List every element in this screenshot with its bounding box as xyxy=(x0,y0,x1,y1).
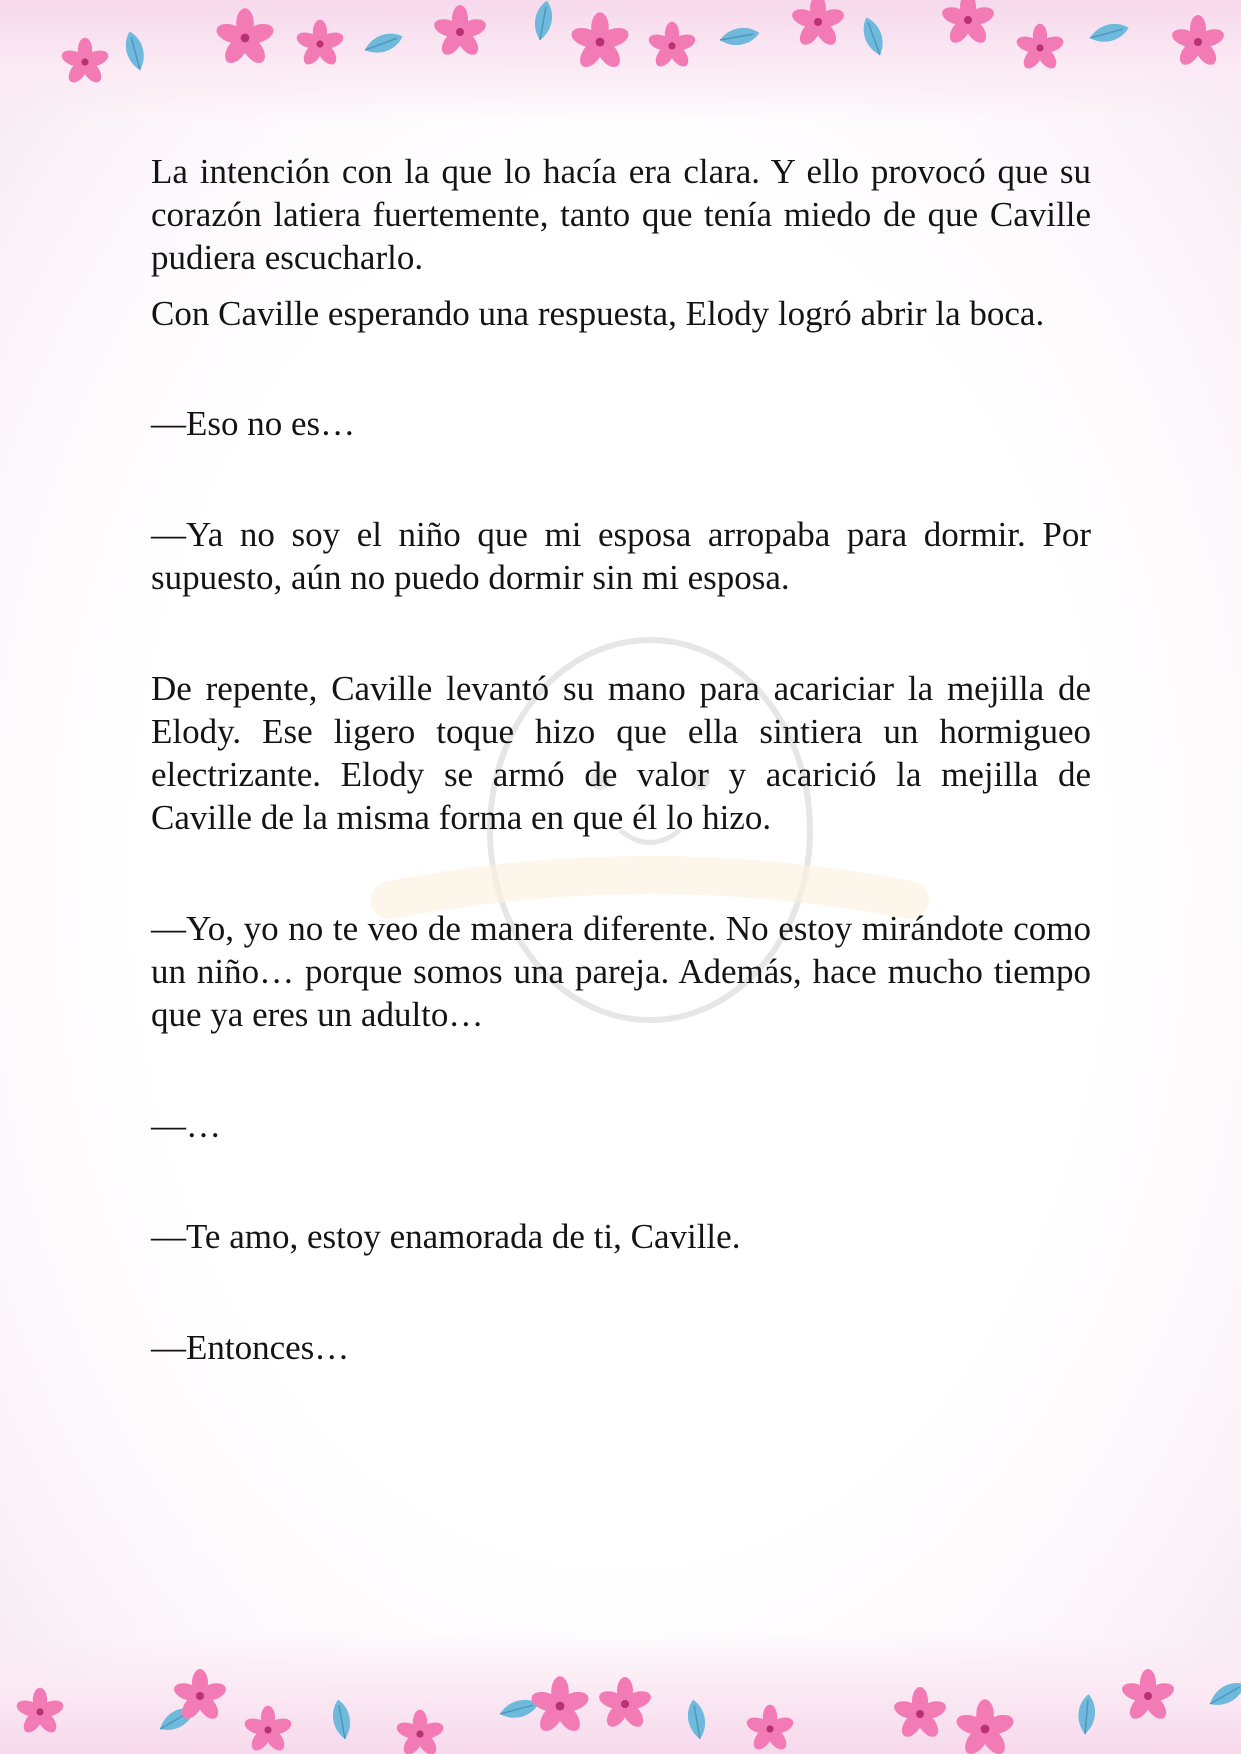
top-floral-border xyxy=(0,0,1241,120)
blue-leaf-icon xyxy=(1077,1693,1097,1734)
blue-leaf-icon xyxy=(122,29,148,72)
pink-flower-icon xyxy=(597,1677,653,1731)
pink-flower-icon xyxy=(395,1710,446,1754)
paragraph: La intención con la que lo hacía era clara. Y ello provocó que su corazón latiera fuertemente, tanto que tenía miedo de que Caville pudiera escucharlo. xyxy=(151,152,1091,277)
pink-flower-icon xyxy=(432,5,488,59)
blue-leaf-icon xyxy=(685,1698,708,1740)
document-body xyxy=(151,150,1091,1369)
pink-flower-icon xyxy=(1170,15,1226,69)
paragraph: De repente, Caville levantó su mano para acariciar la mejilla de Elody. Ese ligero toque hizo que ella sintiera un hormigueo electrizante. Elody se armó de valor y acarició la mejilla de Caville de la misma forma en que él lo hizo. xyxy=(151,669,1091,837)
pink-flower-icon xyxy=(569,12,631,71)
dialogue-line: —Eso no es… xyxy=(151,404,356,443)
pink-flower-icon xyxy=(647,22,698,70)
pink-flower-icon xyxy=(295,20,346,68)
dialogue-line: —Ya no soy el niño que mi esposa arropaba para dormir. Por supuesto, aún no puedo dormir sin mi esposa. xyxy=(151,515,1091,597)
pink-flower-icon xyxy=(745,1705,796,1753)
pink-flower-icon xyxy=(954,1699,1016,1754)
blue-leaf-icon xyxy=(1206,1677,1241,1711)
blue-leaf-icon xyxy=(330,1698,353,1740)
pink-flower-icon xyxy=(1015,24,1066,72)
pink-flower-icon xyxy=(892,1687,948,1741)
paragraph: Con Caville esperando una respuesta, Elody logró abrir la boca. xyxy=(151,294,1045,333)
pink-flower-icon xyxy=(214,8,276,67)
pink-flower-icon xyxy=(1120,1669,1176,1723)
bottom-floral-border xyxy=(0,1634,1241,1754)
pink-flower-icon xyxy=(529,1676,591,1735)
dialogue-line: —Entonces… xyxy=(151,1328,350,1367)
blue-leaf-icon xyxy=(1088,20,1131,46)
dialogue-line: —Yo, yo no te veo de manera diferente. No estoy mirándote como un niño… porque somos una pareja. Además, hace mucho tiempo que ya eres un adulto… xyxy=(151,909,1091,1034)
pink-flower-icon xyxy=(60,38,111,86)
pink-flower-icon xyxy=(790,0,846,49)
blue-leaf-icon xyxy=(532,0,555,41)
dialogue-line: —… xyxy=(151,1106,221,1145)
blue-leaf-icon xyxy=(719,25,761,48)
pink-flower-icon xyxy=(243,1706,294,1754)
blue-leaf-icon xyxy=(362,29,405,58)
pink-flower-icon xyxy=(940,0,996,47)
blue-leaf-icon xyxy=(859,15,888,58)
dialogue-line: —Te amo, estoy enamorada de ti, Caville. xyxy=(151,1217,741,1256)
pink-flower-icon xyxy=(15,1688,66,1736)
